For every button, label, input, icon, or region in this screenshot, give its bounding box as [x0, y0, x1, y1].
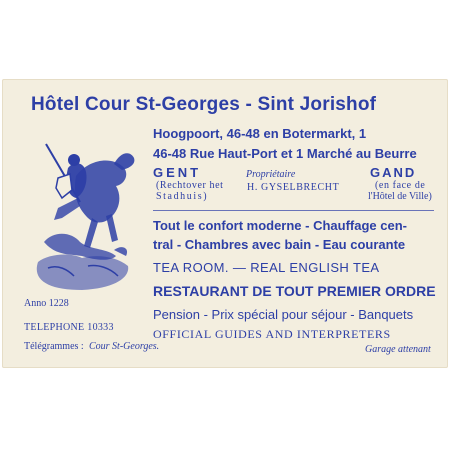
city-gand: GAND: [370, 165, 417, 180]
note-stadhuis: Stadhuis): [156, 191, 209, 202]
official-guides: OFFICIAL GUIDES AND INTERPRETERS: [153, 327, 391, 341]
st-george-statue-illustration: [18, 138, 140, 296]
anno-year: Anno 1228: [24, 298, 69, 309]
city-gent: GENT: [153, 165, 202, 180]
pension: Pension - Prix spécial pour séjour - Banquets: [153, 307, 414, 322]
telephone: TELEPHONE 10333: [24, 322, 114, 333]
hotel-title: Hôtel Cour St-Georges - Sint Jorishof: [31, 94, 377, 115]
features-line-2: tral - Chambres avec bain - Eau courante: [153, 237, 406, 252]
telegrammes-label: Télégrammes :: [24, 341, 84, 352]
note-en-face: (en face de: [375, 180, 426, 191]
divider: [153, 210, 434, 211]
garage-attenant: Garage attenant: [365, 344, 431, 355]
telegrammes-value: Cour St-Georges.: [89, 341, 160, 352]
address-line-1: Hoogpoort, 46-48 en Botermarkt, 1: [153, 126, 367, 141]
address-line-2: 46-48 Rue Haut-Port et 1 Marché au Beurre: [153, 146, 417, 161]
proprietaire-label: Propriétaire: [246, 169, 296, 180]
restaurant: RESTAURANT DE TOUT PREMIER ORDRE: [153, 283, 436, 299]
features-line-1: Tout le confort moderne - Chauffage cen-: [153, 218, 407, 233]
note-rechtover: (Rechtover het: [156, 180, 224, 191]
proprietaire-name: H. GYSELBRECHT: [247, 182, 340, 193]
note-hotel-de-ville: l'Hôtel de Ville): [368, 191, 432, 202]
tea-room: TEA ROOM. — REAL ENGLISH TEA: [153, 260, 380, 275]
